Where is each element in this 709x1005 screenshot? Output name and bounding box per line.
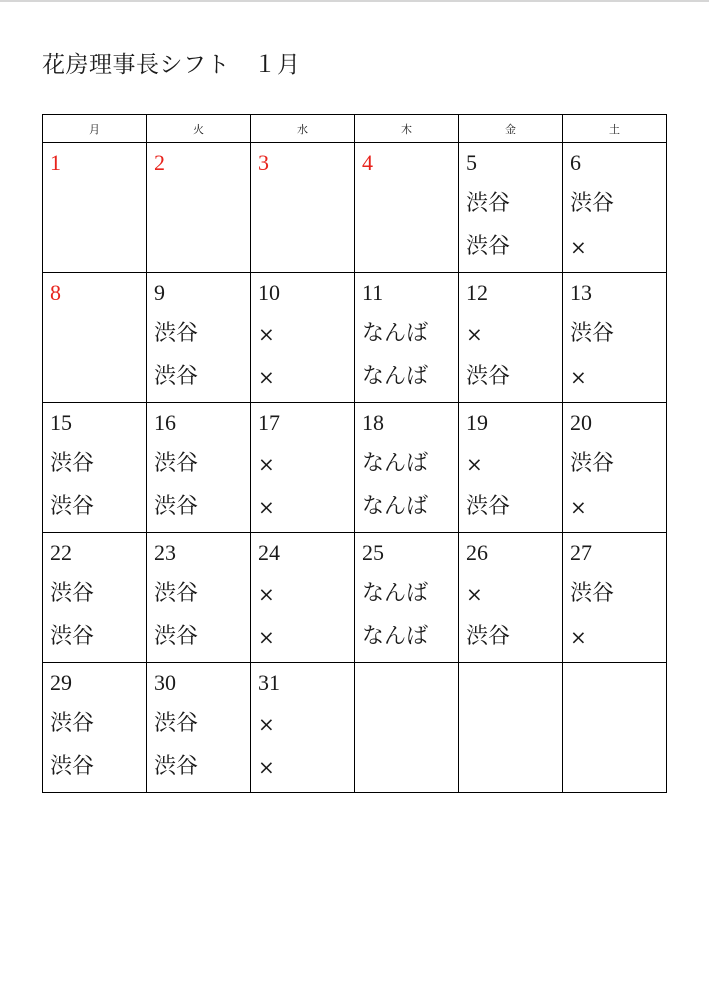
day-cell xyxy=(355,273,459,403)
shift-off-mark: × xyxy=(258,755,275,779)
week-row xyxy=(43,273,667,403)
shift-off-mark: × xyxy=(570,235,587,259)
weekday-header-row xyxy=(43,115,667,143)
day-cell xyxy=(459,403,563,533)
page-title: 花房理事長シフト １月 xyxy=(42,52,301,78)
weekday-header: 土 xyxy=(563,115,667,143)
shift-off-mark: × xyxy=(258,495,275,519)
shift-location: 渋谷 xyxy=(570,451,615,476)
shift-location: 渋谷 xyxy=(570,191,615,216)
day-number: 10 xyxy=(258,280,280,305)
shift-location: 渋谷 xyxy=(154,711,199,736)
day-number: 11 xyxy=(362,280,384,305)
shift-calendar xyxy=(42,114,667,793)
day-number: 17 xyxy=(258,410,280,435)
shift-off-mark: × xyxy=(258,452,275,476)
shift-off-mark: × xyxy=(570,625,587,649)
day-cell xyxy=(43,403,147,533)
day-cell xyxy=(459,533,563,663)
shift-location: 渋谷 xyxy=(154,581,199,606)
day-cell xyxy=(563,273,667,403)
shift-off-mark: × xyxy=(466,582,483,606)
shift-location: なんば xyxy=(362,364,429,389)
shift-off-mark: × xyxy=(570,365,587,389)
day-number: 12 xyxy=(466,280,488,305)
shift-location: 渋谷 xyxy=(570,321,615,346)
week-row xyxy=(43,663,667,793)
day-number: 25 xyxy=(362,540,384,565)
day-cell xyxy=(563,143,667,273)
day-cell xyxy=(251,663,355,793)
shift-location: 渋谷 xyxy=(50,624,95,649)
shift-off-mark: × xyxy=(258,365,275,389)
shift-off-mark: × xyxy=(258,582,275,606)
holiday-day-number: 8 xyxy=(50,280,61,305)
day-cell xyxy=(251,533,355,663)
weekday-header: 月 xyxy=(43,115,147,143)
day-cell xyxy=(251,143,355,273)
day-number: 5 xyxy=(466,150,477,175)
day-number: 13 xyxy=(570,280,592,305)
shift-location: なんば xyxy=(362,581,429,606)
shift-location: 渋谷 xyxy=(154,364,199,389)
day-cell xyxy=(147,273,251,403)
day-number: 16 xyxy=(154,410,176,435)
shift-location: 渋谷 xyxy=(570,581,615,606)
shift-location: 渋谷 xyxy=(154,624,199,649)
day-number: 26 xyxy=(466,540,488,565)
shift-location: 渋谷 xyxy=(466,191,511,216)
holiday-day-number: 1 xyxy=(50,150,61,175)
shift-location: 渋谷 xyxy=(154,494,199,519)
day-cell xyxy=(355,533,459,663)
shift-off-mark: × xyxy=(466,452,483,476)
day-cell xyxy=(147,533,251,663)
shift-off-mark: × xyxy=(466,322,483,346)
day-number: 31 xyxy=(258,670,280,695)
day-number: 29 xyxy=(50,670,72,695)
day-cell xyxy=(147,403,251,533)
day-cell xyxy=(147,663,251,793)
day-number: 15 xyxy=(50,410,72,435)
day-cell xyxy=(43,533,147,663)
day-cell xyxy=(251,403,355,533)
weekday-header: 火 xyxy=(147,115,251,143)
day-cell xyxy=(147,143,251,273)
day-cell xyxy=(43,663,147,793)
shift-location: 渋谷 xyxy=(50,581,95,606)
empty-day-cell xyxy=(355,663,459,793)
shift-location: 渋谷 xyxy=(466,364,511,389)
day-cell xyxy=(355,143,459,273)
day-cell xyxy=(43,143,147,273)
shift-location: なんば xyxy=(362,321,429,346)
shift-location: 渋谷 xyxy=(154,754,199,779)
day-number: 20 xyxy=(570,410,592,435)
weekday-header: 木 xyxy=(355,115,459,143)
shift-location: 渋谷 xyxy=(466,494,511,519)
shift-location: 渋谷 xyxy=(50,494,95,519)
empty-day-cell xyxy=(459,663,563,793)
calendar-body xyxy=(43,143,667,793)
shift-location: 渋谷 xyxy=(466,234,511,259)
holiday-day-number: 4 xyxy=(362,150,373,175)
shift-location: 渋谷 xyxy=(50,754,95,779)
day-number: 23 xyxy=(154,540,176,565)
day-number: 9 xyxy=(154,280,165,305)
shift-off-mark: × xyxy=(258,322,275,346)
shift-location: なんば xyxy=(362,451,429,476)
empty-day-cell xyxy=(563,663,667,793)
top-rule xyxy=(0,0,709,2)
day-cell xyxy=(43,273,147,403)
day-cell xyxy=(355,403,459,533)
shift-location: 渋谷 xyxy=(154,451,199,476)
day-number: 30 xyxy=(154,670,176,695)
day-number: 22 xyxy=(50,540,72,565)
shift-off-mark: × xyxy=(258,712,275,736)
weekday-header: 水 xyxy=(251,115,355,143)
week-row xyxy=(43,403,667,533)
shift-location: 渋谷 xyxy=(50,451,95,476)
holiday-day-number: 2 xyxy=(154,150,165,175)
day-number: 18 xyxy=(362,410,384,435)
shift-location: なんば xyxy=(362,494,429,519)
week-row xyxy=(43,533,667,663)
day-number: 19 xyxy=(466,410,488,435)
holiday-day-number: 3 xyxy=(258,150,269,175)
day-cell xyxy=(459,273,563,403)
day-cell xyxy=(459,143,563,273)
day-cell xyxy=(563,533,667,663)
day-cell xyxy=(251,273,355,403)
shift-off-mark: × xyxy=(258,625,275,649)
shift-location: 渋谷 xyxy=(50,711,95,736)
day-number: 27 xyxy=(570,540,592,565)
shift-off-mark: × xyxy=(570,495,587,519)
week-row xyxy=(43,143,667,273)
weekday-header: 金 xyxy=(459,115,563,143)
shift-location: なんば xyxy=(362,624,429,649)
shift-location: 渋谷 xyxy=(466,624,511,649)
day-cell xyxy=(563,403,667,533)
day-number: 6 xyxy=(570,150,581,175)
day-number: 24 xyxy=(258,540,280,565)
shift-location: 渋谷 xyxy=(154,321,199,346)
